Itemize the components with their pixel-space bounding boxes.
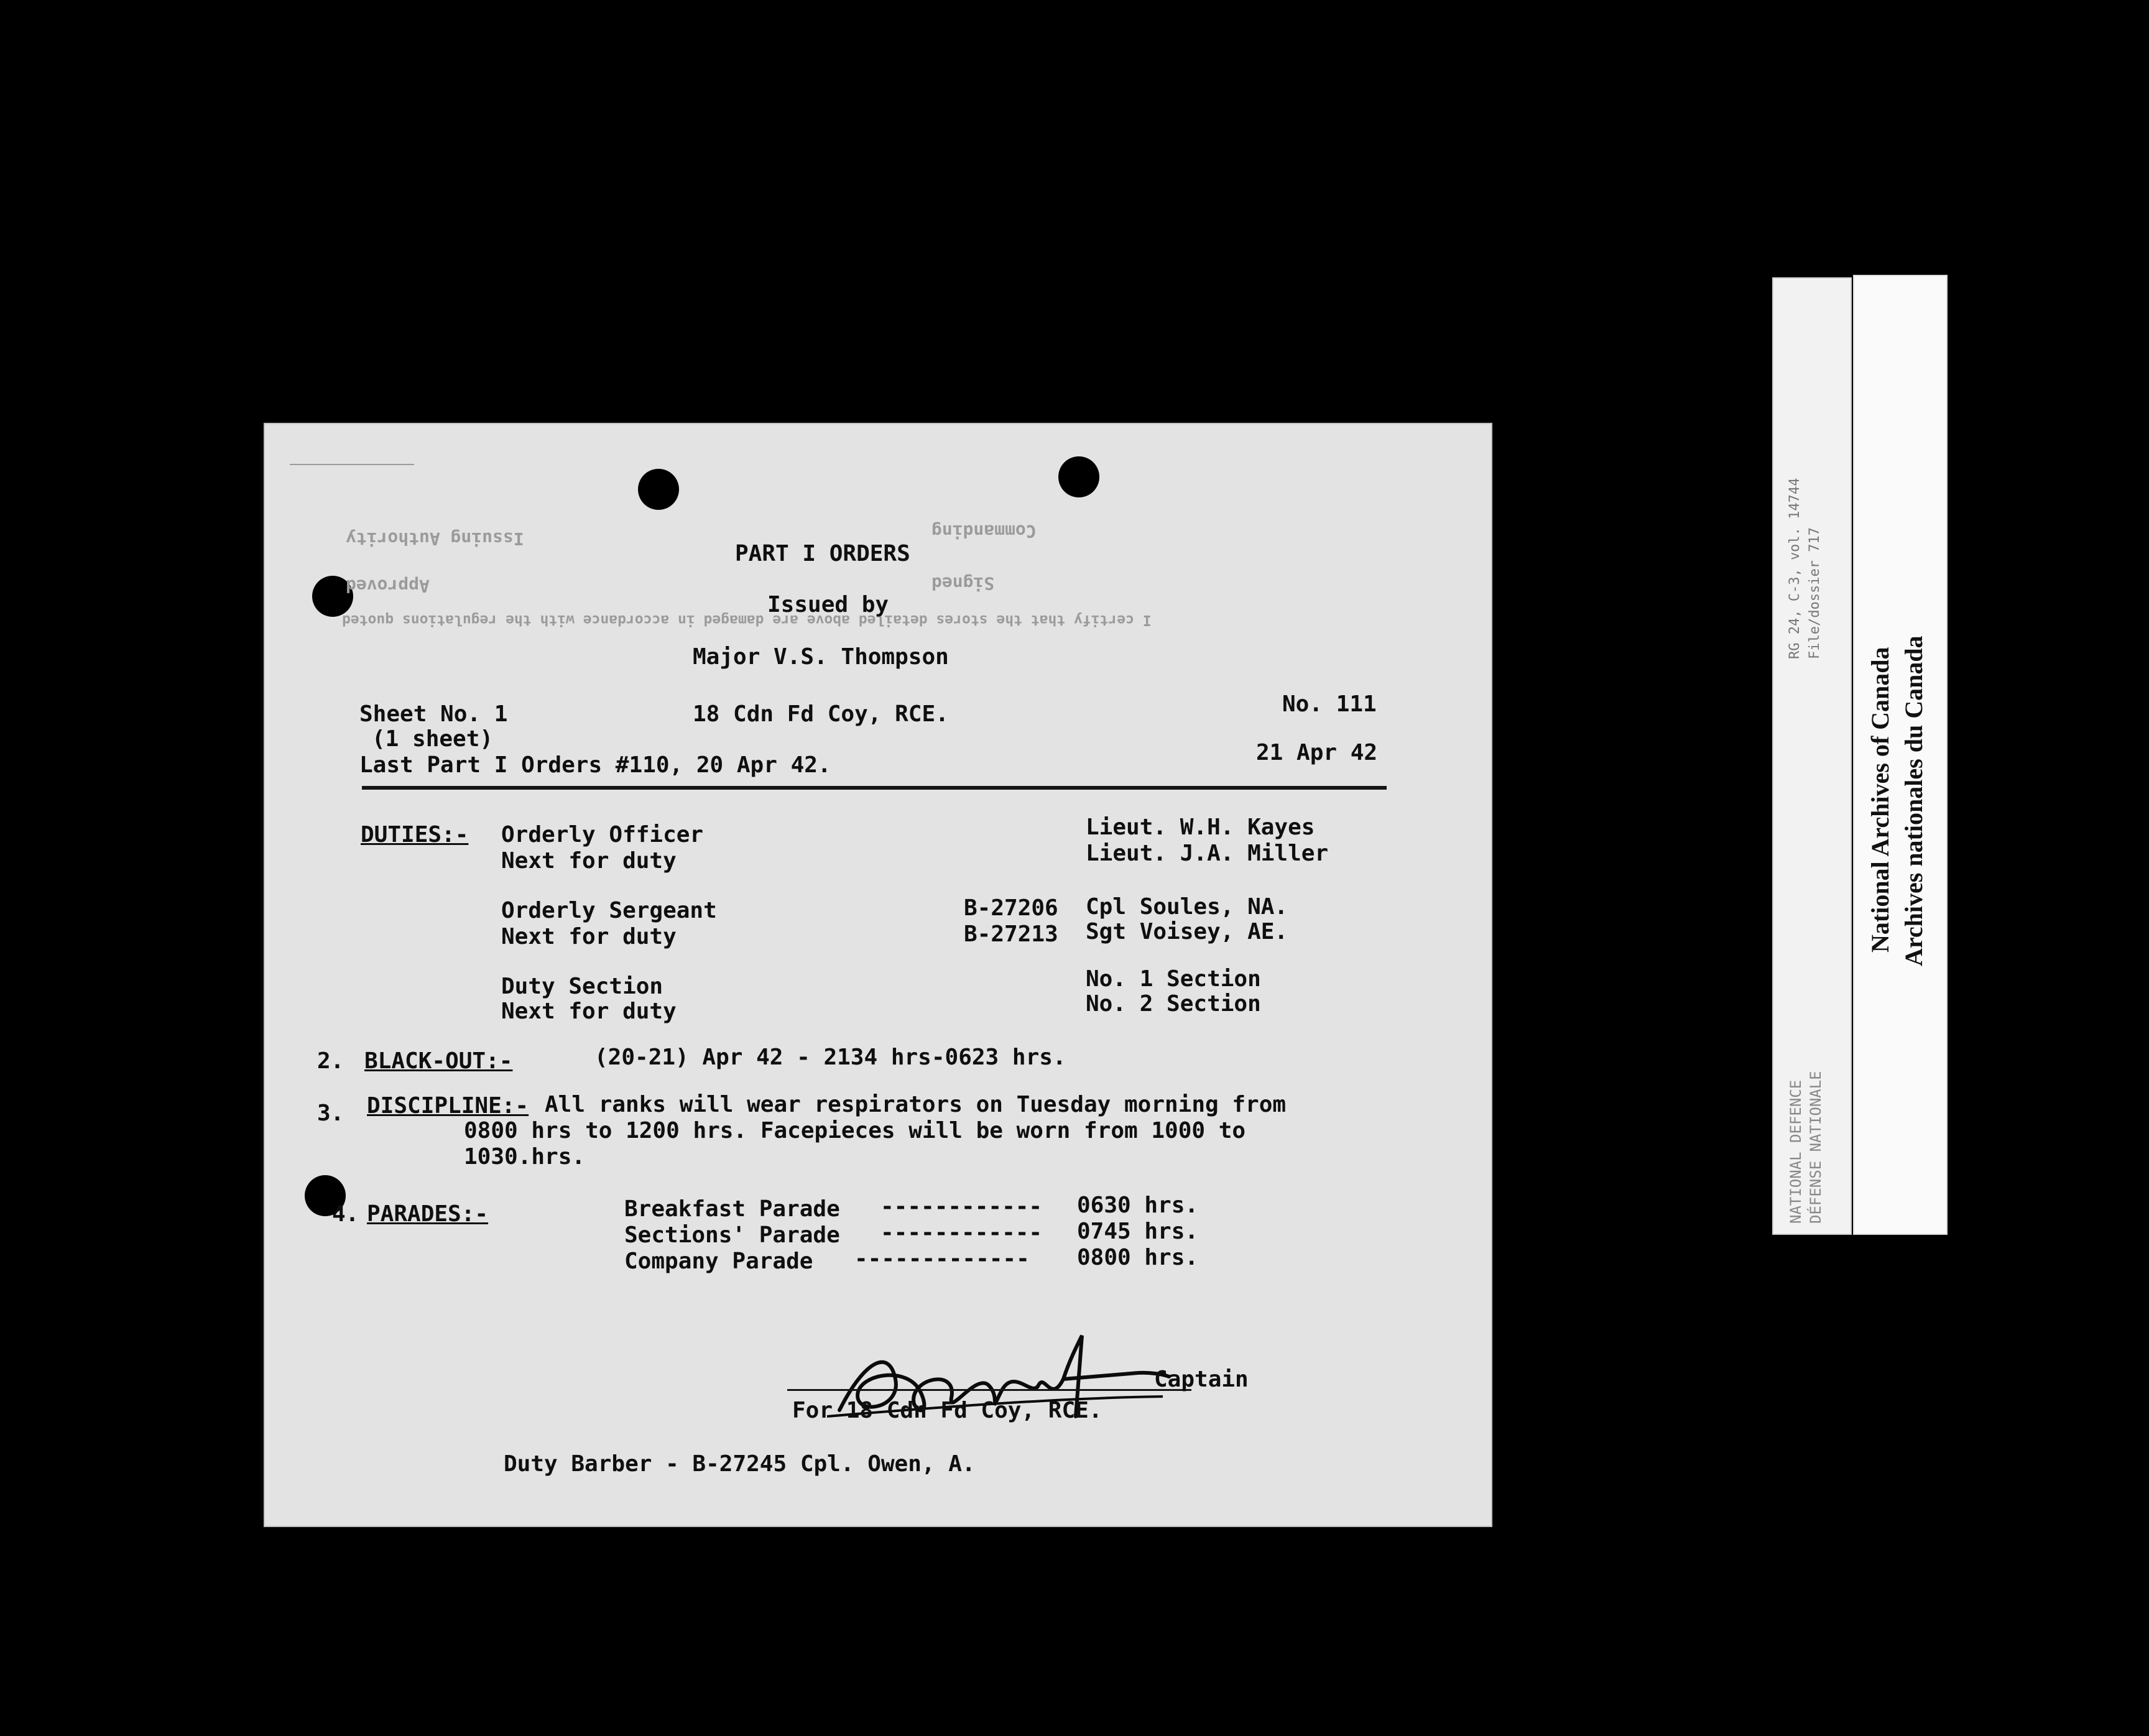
duty-name: Lieut. W.H. Kayes bbox=[1086, 815, 1315, 840]
archive-reference-line2: File/dossier 717 bbox=[1807, 527, 1823, 659]
duty-name: No. 2 Section bbox=[1086, 991, 1261, 1017]
discipline-line1: All ranks will wear respirators on Tuesday morning from bbox=[545, 1092, 1287, 1117]
faint-stamp-signed: Signed bbox=[931, 573, 995, 594]
duty-role: Duty Section bbox=[501, 974, 663, 999]
discipline-line2: 0800 hrs to 1200 hrs. Facepieces will be worn from 1000 to bbox=[464, 1118, 1246, 1143]
parades-number: 4. bbox=[332, 1201, 359, 1227]
duty-role: Next for duty bbox=[501, 924, 677, 949]
order-sheet bbox=[264, 423, 1492, 1527]
defense-nationale-text: DÉFENSE NATIONALE bbox=[1807, 1071, 1824, 1224]
parade-time: 0800 hrs. bbox=[1077, 1245, 1199, 1270]
duty-role: Orderly Sergeant bbox=[501, 898, 717, 923]
archives-french-name: Archives nationales du Canada bbox=[1900, 635, 1928, 966]
duty-number: B-27213 bbox=[964, 921, 1058, 947]
handwritten-signature bbox=[815, 1323, 1188, 1454]
signature-line bbox=[787, 1389, 1191, 1391]
faint-stamp-certify: I certify that the stores detailed above are damaged in accordance with the regulations quoted bbox=[342, 612, 1152, 628]
archive-reference-strip bbox=[1772, 277, 1852, 1235]
punch-hole-top-left bbox=[638, 469, 679, 510]
archives-english-name: National Archives of Canada bbox=[1866, 647, 1894, 953]
duty-number: B-27206 bbox=[964, 895, 1058, 921]
duty-role: Next for duty bbox=[501, 999, 677, 1024]
faint-stamp-block bbox=[290, 461, 414, 517]
signature-for-line: For 18 Cdn Fd Coy, RCE. bbox=[792, 1398, 1102, 1423]
sheet-count: (1 sheet) bbox=[372, 726, 494, 752]
parade-dashes: ------------ bbox=[880, 1194, 1043, 1219]
discipline-line3: 1030.hrs. bbox=[464, 1144, 586, 1170]
parade-name: Sections' Parade bbox=[624, 1222, 840, 1248]
sheet-number: Sheet No. 1 bbox=[359, 701, 508, 727]
faint-stamp-approved: Approved bbox=[346, 576, 430, 596]
blackout-heading: BLACK-OUT:- bbox=[364, 1048, 513, 1074]
archive-reference-line1: RG 24, C-3, vol. 14744 bbox=[1787, 478, 1803, 659]
duty-role: Orderly Officer bbox=[501, 822, 704, 847]
duty-name: No. 1 Section bbox=[1086, 966, 1261, 992]
punch-hole-top-right bbox=[1058, 456, 1099, 497]
parade-dashes: ------------- bbox=[854, 1246, 1030, 1272]
duties-heading: DUTIES:- bbox=[361, 822, 469, 847]
parade-time: 0745 hrs. bbox=[1077, 1219, 1199, 1244]
faint-stamp-issuing-authority: Issuing Authority bbox=[346, 529, 524, 549]
issuer-name: Major V.S. Thompson bbox=[693, 644, 949, 670]
header-rule bbox=[362, 786, 1387, 790]
order-number: No. 111 bbox=[1282, 691, 1377, 717]
discipline-number: 3. bbox=[317, 1101, 344, 1126]
parade-time: 0630 hrs. bbox=[1077, 1193, 1199, 1218]
order-date: 21 Apr 42 bbox=[1256, 740, 1378, 765]
parades-heading: PARADES:- bbox=[367, 1201, 489, 1227]
blackout-text: (20-21) Apr 42 - 2134 hrs-0623 hrs. bbox=[594, 1045, 1066, 1070]
faint-stamp-commanding: Commanding bbox=[931, 521, 1037, 542]
duty-name: Lieut. J.A. Miller bbox=[1086, 841, 1329, 866]
issued-by-label: Issued by bbox=[767, 592, 889, 617]
duty-role: Next for duty bbox=[501, 848, 677, 874]
unit-name: 18 Cdn Fd Coy, RCE. bbox=[693, 701, 949, 727]
signature-rank: Captain bbox=[1154, 1367, 1249, 1392]
discipline-heading: DISCIPLINE:- bbox=[367, 1093, 529, 1119]
parade-name: Company Parade bbox=[624, 1249, 813, 1274]
archive-name-strip bbox=[1853, 275, 1948, 1235]
parade-dashes: ------------ bbox=[880, 1220, 1043, 1245]
duty-name: Sgt Voisey, AE. bbox=[1086, 919, 1288, 944]
blackout-number: 2. bbox=[317, 1048, 344, 1074]
duty-name: Cpl Soules, NA. bbox=[1086, 894, 1288, 920]
national-defence-text: NATIONAL DEFENCE bbox=[1787, 1079, 1805, 1224]
doc-title: PART I ORDERS bbox=[735, 541, 910, 566]
last-orders: Last Part I Orders #110, 20 Apr 42. bbox=[359, 752, 831, 778]
duty-barber: Duty Barber - B-27245 Cpl. Owen, A. bbox=[504, 1451, 976, 1477]
parade-name: Breakfast Parade bbox=[624, 1196, 840, 1222]
